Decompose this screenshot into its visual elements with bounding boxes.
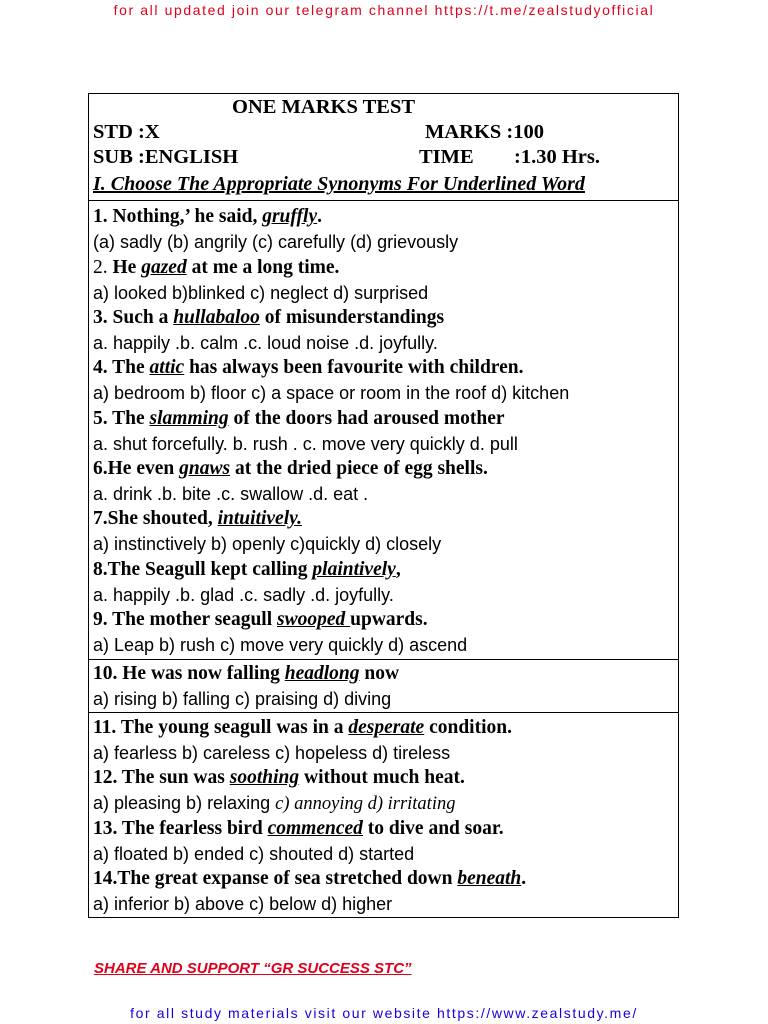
- underlined-word: gazed: [141, 257, 187, 278]
- options-4: [93, 381, 569, 405]
- options-text: a) instinctively b) openly c)quickly d) closely: [93, 534, 442, 554]
- options-text: a. drink .b. bite .c. swallow .d. eat .: [93, 484, 369, 504]
- telegram-banner: for all updated join our telegram channel https://t.me/zealstudyofficial: [113, 2, 655, 18]
- marks-label: MARKS :100: [425, 121, 545, 143]
- question-text-end: of misunderstandings: [259, 307, 445, 328]
- underlined-word: soothing: [229, 767, 300, 788]
- question-text: 14.The great expanse of sea stretched down: [93, 868, 458, 889]
- question-number: 2.: [93, 257, 113, 278]
- question-10: [93, 662, 399, 686]
- instruction: I. Choose The Appropriate Synonyms For Underlined Word: [93, 173, 585, 195]
- options-text: a. happily .b. calm .c. loud noise .d. joyfully.: [93, 333, 438, 353]
- options-text: a) rising b) falling c) praising d) diving: [93, 689, 392, 709]
- question-text-end: has always been favourite with children.: [184, 357, 524, 378]
- underlined-word: beneath: [457, 868, 522, 889]
- question-text: 7.She shouted,: [93, 508, 218, 529]
- options-2: [93, 281, 428, 305]
- question-3: [93, 306, 444, 330]
- question-text: 10. He was now falling: [93, 663, 285, 684]
- underlined-word: commenced: [267, 818, 363, 839]
- question-text: 12. The sun was: [93, 767, 230, 788]
- question-text-end: .: [317, 206, 322, 227]
- website-banner: for all study materials visit our website https://www.zealstudy.me/: [130, 1005, 638, 1021]
- question-text: 1. Nothing,’ he said,: [93, 206, 263, 227]
- options-14: [93, 892, 392, 916]
- underlined-word: intuitively.: [217, 508, 302, 529]
- options-text: a) inferior b) above c) below d) higher: [93, 894, 393, 914]
- options-6: [93, 482, 368, 506]
- options-text-italic: c) annoying d) irritating: [275, 794, 456, 814]
- question-7: [93, 507, 302, 531]
- question-text: 8.The Seagull kept calling: [93, 559, 313, 580]
- time-label: TIME: [419, 146, 474, 168]
- question-12: [93, 766, 465, 790]
- question-text: 4. The: [93, 357, 150, 378]
- share-support-line: SHARE AND SUPPORT “GR SUCCESS STC”: [94, 960, 412, 977]
- time-value: :1.30 Hrs.: [514, 146, 600, 168]
- question-text-end: upwards.: [350, 609, 428, 630]
- underlined-word: hullabaloo: [173, 307, 260, 328]
- options-text: a) pleasing b) relaxing: [93, 793, 276, 813]
- question-9: [93, 608, 428, 632]
- question-text: 5. The: [93, 408, 150, 429]
- options-10: [93, 687, 391, 711]
- options-13: [93, 842, 414, 866]
- question-8: [93, 558, 401, 582]
- question-text-end: of the doors had aroused mother: [228, 408, 505, 429]
- question-4: [93, 356, 523, 380]
- question-text-end: to dive and soar.: [362, 818, 504, 839]
- question-text: 13. The fearless bird: [93, 818, 268, 839]
- question-14: [93, 867, 526, 891]
- question-text: He: [112, 257, 142, 278]
- options-9: [93, 633, 467, 657]
- underlined-word: desperate: [348, 717, 425, 738]
- question-6: [93, 457, 488, 481]
- options-7: [93, 532, 441, 556]
- options-8: [93, 583, 394, 607]
- underlined-word: attic: [149, 357, 185, 378]
- options-11: [93, 741, 450, 765]
- question-text: 3. Such a: [93, 307, 174, 328]
- question-text-end: condition.: [424, 717, 512, 738]
- underlined-word: slamming: [149, 408, 229, 429]
- question-1: [93, 205, 322, 229]
- options-3: [93, 331, 438, 355]
- question-13: [93, 817, 504, 841]
- question-text-end: .: [521, 868, 527, 889]
- question-text-end: now: [359, 663, 400, 684]
- test-title: ONE MARKS TEST: [232, 96, 416, 118]
- question-text-end: at me a long time.: [186, 257, 340, 278]
- options-text: a) looked b)blinked c) neglect d) surprised: [93, 283, 429, 303]
- options-1: [93, 230, 458, 254]
- question-5: [93, 407, 505, 431]
- question-text: 9. The mother seagull: [93, 609, 277, 630]
- question-text-end: at the dried piece of egg shells.: [230, 458, 488, 479]
- subject-label: SUB :ENGLISH: [93, 146, 239, 168]
- options-text: a. shut forcefully. b. rush . c. move very quickly d. pull: [93, 434, 518, 454]
- options-text: (a) sadly (b) angrily (c) carefully (d) grievously: [93, 232, 459, 252]
- options-text: a) Leap b) rush c) move very quickly d) ascend: [93, 635, 468, 655]
- std-label: STD :X: [93, 121, 160, 143]
- header-divider: [88, 200, 679, 201]
- options-text: a. happily .b. glad .c. sadly .d. joyfully.: [93, 585, 394, 605]
- underlined-word: gnaws: [179, 458, 231, 479]
- options-5: [93, 432, 518, 456]
- question-text: 6.He even: [93, 458, 180, 479]
- underlined-word: gruffly: [262, 206, 318, 227]
- underlined-word: swooped: [277, 609, 351, 630]
- question-text-end: ,: [395, 559, 401, 580]
- question-text-end: without much heat.: [299, 767, 465, 788]
- question-2: [93, 256, 339, 280]
- options-text: a) floated b) ended c) shouted d) started: [93, 844, 415, 864]
- options-12: [93, 791, 455, 816]
- options-text: a) fearless b) careless c) hopeless d) tireless: [93, 743, 451, 763]
- underlined-word: headlong: [284, 663, 360, 684]
- options-text: a) bedroom b) floor c) a space or room in the roof d) kitchen: [93, 383, 570, 403]
- question-11: [93, 716, 512, 740]
- underlined-word: plaintively: [312, 559, 396, 580]
- question-text: 11. The young seagull was in a: [93, 717, 349, 738]
